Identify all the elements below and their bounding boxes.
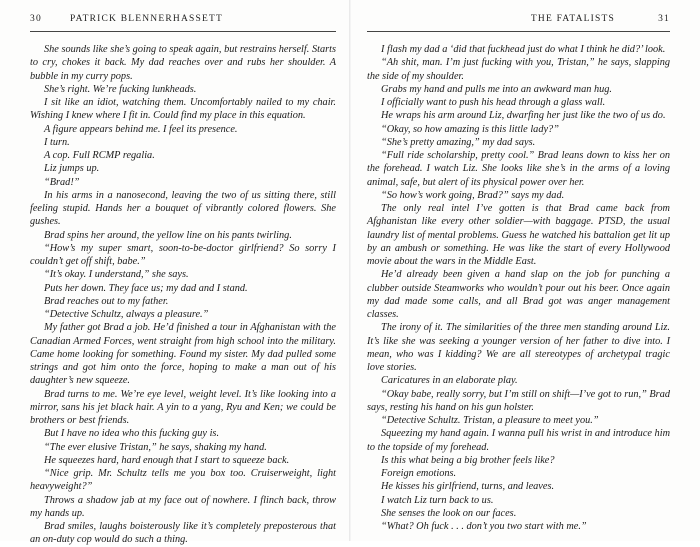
paragraph: He’d already been given a hand slap on the job for punching a clubber outside Steamworks who wouldn’t pour out his beer. Once again my dad made some calls, and all Brad got was anger management classes. (367, 269, 670, 320)
paragraph: Liz jumps up. (44, 163, 100, 175)
paragraph: But I have no idea who this fucking guy is. (44, 428, 220, 440)
left-header-rule (30, 31, 336, 32)
paragraph: My father got Brad a job. He’d finished a tour in Afghanistan with the Canadian Armed Forces, went straight from high school into the military. Came home looking for something. Found my sister. My dad pulled some strings and got him onto the force, hoping to make a man out of his daughter’s new squeeze. (30, 322, 336, 387)
left-page-number: 30 (30, 14, 42, 24)
paragraph: Is this what being a big brother feels like? (381, 454, 555, 466)
paragraph: “Brad!” (44, 176, 80, 188)
paragraph: “It’s okay. I understand,” she says. (44, 269, 189, 281)
paragraph: Brad smiles, laughs boisterously like it’s completely preposterous that an on-duty cop would do such a thing. (30, 521, 336, 546)
left-page-body (30, 43, 336, 547)
paragraph: “Okay, so how amazing is this little lady?” (381, 123, 559, 135)
paragraph: “Detective Schultz. Tristan, a pleasure to meet you.” (381, 415, 599, 426)
paragraph: “How’s my super smart, soon-to-be-doctor girlfriend? So sorry I couldn’t get off shift, babe.” (30, 242, 336, 267)
paragraph: A cop. Full RCMP regalia. (44, 150, 155, 161)
paragraph: I sit like an idiot, watching them. Uncomfortably nailed to my chair. Wishing I knew where I fit in. Could find my place in this equation. (30, 97, 336, 122)
paragraph: I turn. (44, 136, 70, 148)
paragraph: He squeezes hard, hard enough that I start to squeeze back. (44, 454, 290, 466)
paragraph: He kisses his girlfriend, turns, and leaves. (381, 481, 555, 493)
paragraph: He wraps his arm around Liz, dwarfing her just like the two of us do. (381, 110, 666, 122)
paragraph: She senses the look on our faces. (381, 507, 517, 519)
paragraph: The only real intel I’ve gotten is that Brad came back from Afghanistan like every other soldier—with baggage. PTSD, the usual laundry list of mental problems. Guess he watched his battalion get lit up by an ambush or something. He was like the start of every Hollywood movie about the wars in the Middle East. (367, 203, 670, 267)
left-running-title: PATRICK BLENNERHASSETT (70, 14, 223, 24)
paragraph: I officially want to push his head through a glass wall. (381, 97, 606, 108)
left-running-head (30, 14, 336, 30)
paragraph: I flash my dad a ‘did that fuckhead just do what I think he did?’ look. (381, 44, 666, 55)
left-page (0, 0, 350, 546)
paragraph: Brad reaches out to my father. (44, 295, 169, 307)
right-page-body (367, 43, 670, 533)
right-running-head (367, 14, 670, 30)
paragraph: “She’s pretty amazing,” my dad says. (381, 136, 536, 148)
paragraph: Brad spins her around, the yellow line on his pants twirling. (44, 229, 292, 241)
paragraph: Grabs my hand and pulls me into an awkward man hug. (381, 83, 613, 95)
paragraph: Foreign emotions. (381, 468, 457, 479)
paragraph: “What? Oh fuck . . . don’t you two start with me.” (381, 521, 587, 532)
right-page-number: 31 (658, 14, 670, 24)
paragraph: “Full ride scholarship, pretty cool.” Brad leans down to kiss her on the forehead. I watch Liz. She looks like she’s in the arms of a loving animal, safe, but alert of its physical power over her. (367, 150, 670, 188)
paragraph: She sounds like she’s going to speak again, but restrains herself. Starts to cry, chokes it back. My dad reaches over and rubs her shoulder. A bubble in my curry pops. (30, 44, 336, 82)
paragraph: Puts her down. They face us; my dad and I stand. (44, 282, 248, 294)
paragraph: I watch Liz turn back to us. (381, 494, 494, 506)
paragraph: “Nice grip. Mr. Schultz tells me you box too. Cruiserweight, light heavyweight?” (30, 468, 336, 493)
paragraph: “Okay babe, really sorry, but I’m still on shift—I’ve got to run,” Brad says, resting his hand on his gun holster. (367, 388, 670, 413)
paragraph: “The ever elusive Tristan,” he says, shaking my hand. (44, 441, 267, 453)
paragraph: “Ah shit, man. I’m just fucking with you, Tristan,” he says, slapping the side of my shoulder. (367, 57, 670, 82)
paragraph: Caricatures in an elaborate play. (381, 375, 518, 387)
paragraph: The irony of it. The similarities of the three men standing around Liz. It’s like she was seeking a younger version of her father to dive into. I mean, who was I kidding? We are all stereotypes of archetypal tragic love stories. (367, 322, 670, 373)
paragraph: Throws a shadow jab at my face out of nowhere. I flinch back, throw my hands up. (30, 494, 336, 519)
paragraph: “So how’s work going, Brad?” says my dad. (381, 189, 565, 201)
paragraph: “Detective Schultz, always a pleasure.” (44, 309, 209, 320)
right-header-rule (367, 31, 670, 32)
paragraph: Brad turns to me. We’re eye level, weight level. It’s like looking into a mirror, sans his jet black hair. A yin to a yang, Ryu and Ken; we could be brothers or best friends. (30, 388, 336, 426)
right-running-title: THE FATALISTS (530, 14, 615, 24)
right-page (351, 0, 700, 541)
paragraph: She’s right. We’re fucking lunkheads. (44, 83, 197, 95)
paragraph: Squeezing my hand again. I wanna pull his wrist in and introduce him to the topside of my forehead. (367, 428, 670, 453)
paragraph: A figure appears behind me. I feel its presence. (44, 123, 238, 135)
paragraph: In his arms in a nanosecond, leaving the two of us sitting there, still feeling stupid. Hands her a bouquet of vibrantly colored flowers. She gushes. (30, 189, 336, 228)
